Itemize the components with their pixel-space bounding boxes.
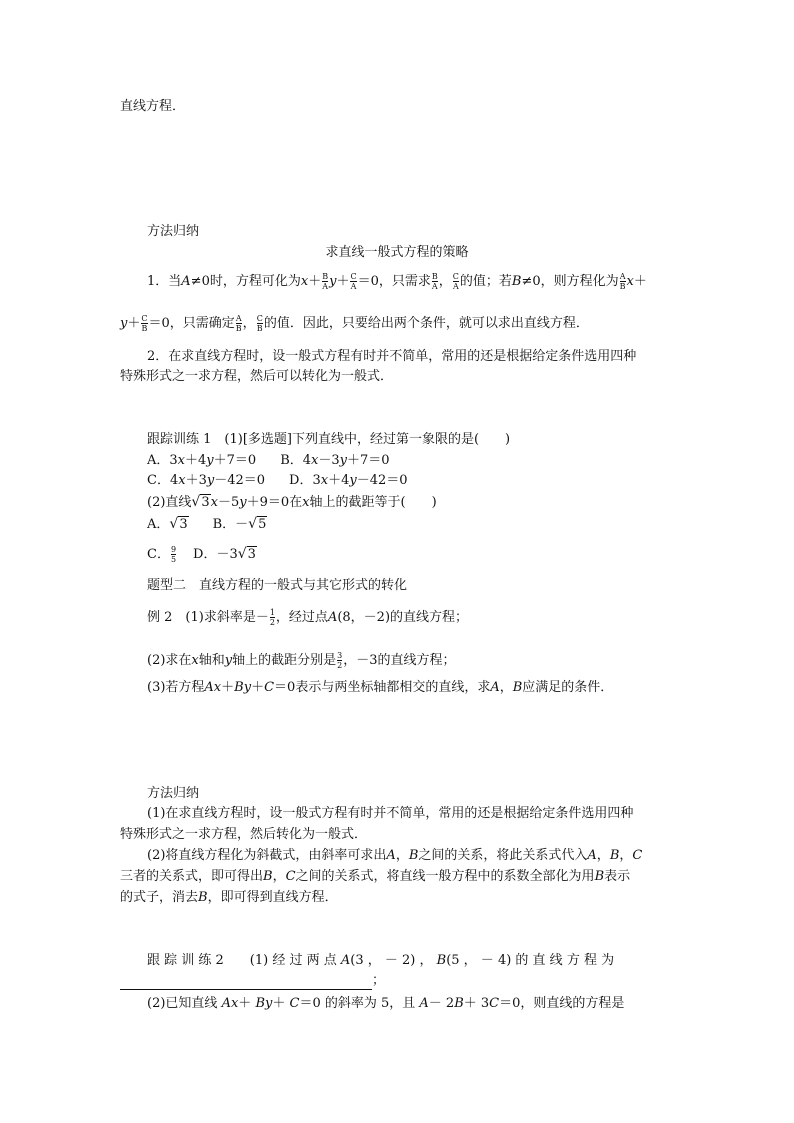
var: y [206, 473, 215, 488]
var: A [587, 848, 597, 863]
text: 轴上的截距分别是 [232, 653, 337, 668]
numerator: B [431, 272, 438, 281]
text: (2)已知直线 [147, 996, 222, 1011]
numerator: A [619, 272, 626, 281]
text: ＋ [221, 680, 235, 695]
var: y [206, 453, 214, 468]
var: y [339, 453, 348, 468]
denominator: B [256, 324, 263, 333]
text: －5 [217, 495, 240, 510]
text: ， [438, 274, 452, 289]
fraction [350, 272, 356, 291]
text: (3)若方程 [147, 680, 205, 695]
var: x [210, 495, 218, 510]
method-paragraph-1-cont [120, 314, 589, 333]
example-2-line-3 [147, 679, 613, 697]
numerator: C [350, 272, 357, 281]
text: ， [499, 680, 513, 695]
sqrt: √5 [248, 516, 267, 532]
var: C [632, 848, 643, 863]
sqrt: √3 [169, 516, 188, 532]
text: 的式子，消去 [120, 890, 199, 905]
text: 之间的关系，将此关系式代入 [418, 848, 588, 863]
var: B [454, 996, 464, 1011]
fraction [171, 545, 176, 564]
method-subheading: 求直线一般式方程的策略 [325, 245, 469, 260]
radicand: 3 [201, 495, 210, 510]
denominator: B [235, 324, 242, 333]
radicand: 3 [179, 517, 188, 532]
text: ＝0 的斜率为 5，且 [299, 996, 420, 1011]
var: C [285, 869, 296, 884]
option-c: C． [147, 547, 170, 562]
fraction [453, 272, 459, 291]
text: －42＝0 [214, 473, 266, 488]
var: y [120, 316, 128, 331]
var: By [255, 996, 273, 1011]
method-heading-2: 方法归纳 [147, 786, 200, 801]
answer-blank[interactable] [120, 975, 372, 990]
method-paragraph-2-cont: 特殊形式之一求方程，然后可以转化为一般式． [120, 369, 394, 384]
option-a: A． [147, 517, 170, 532]
numerator: C [141, 314, 148, 323]
text: ，－3的直线方程； [343, 653, 456, 668]
text: ＋ [251, 680, 265, 695]
method-heading-1: 方法归纳 [147, 224, 200, 239]
text: ， [242, 316, 256, 331]
text: 应满足的条件． [522, 680, 614, 695]
sqrt: √3 [237, 546, 256, 562]
text: ，经过点 [275, 610, 328, 625]
method-paragraph-2: 2．在求直线方程时，设一般式方程有时并不简单，常用的还是根据给定条件选用四种 [147, 349, 637, 364]
training-1-question-1: 跟踪训练 1 (1)[多选题]下列直线中，经过第一象限的是( ) [147, 432, 511, 447]
var: y [239, 495, 247, 510]
text: 轴和 [198, 653, 225, 668]
numerator: A [235, 314, 242, 323]
intro-text: 直线方程． [120, 99, 186, 114]
text: ＋7＝0 [347, 453, 390, 468]
var: B [594, 869, 605, 884]
var: x [302, 495, 310, 510]
denominator: A [431, 282, 438, 291]
option-c: C．4 [147, 473, 179, 488]
text: ， [619, 848, 633, 863]
text: ≠0时，方程可化为 [190, 274, 301, 289]
fraction [432, 272, 438, 291]
text: ＋ [336, 274, 350, 289]
text: ＋ [633, 274, 647, 289]
var: x [191, 653, 199, 668]
text: ＝0，只需确定 [148, 316, 235, 331]
option-b: B．4 [280, 453, 312, 468]
training-1-question-2 [147, 493, 437, 512]
text: (5 ， － 4) 的 直 线 方 程 为 [446, 953, 615, 968]
var: C [264, 680, 275, 695]
text: ≠0，则方程化为 [521, 274, 619, 289]
method-2-paragraph-2-cont [120, 868, 630, 886]
var: A [419, 996, 429, 1011]
var: C [489, 996, 500, 1011]
radicand: 5 [258, 517, 267, 532]
text: 1．当 [147, 274, 182, 289]
radicand: 3 [247, 547, 256, 562]
text: (2)求在 [147, 653, 192, 668]
text: ＋ 3 [463, 996, 490, 1011]
var: By [234, 680, 252, 695]
numerator: B [322, 272, 329, 281]
fraction [141, 314, 147, 333]
text: 表示 [604, 869, 631, 884]
text: ＋4 [185, 453, 207, 468]
var: y [224, 653, 233, 668]
var: B [511, 274, 522, 289]
text: (8，－2)的直线方程； [337, 610, 469, 625]
training-2-answer-blank-line [120, 972, 385, 990]
option-a: A．3 [147, 453, 178, 468]
text: (2)将直线方程化为斜截式，由斜率可求出 [147, 848, 387, 863]
numerator: 9 [170, 545, 177, 554]
text: 例 2 (1)求斜率是－ [147, 610, 269, 625]
text: ＋ [308, 274, 322, 289]
var: A [340, 953, 351, 968]
training-1-options-cd [147, 472, 408, 490]
denominator: B [141, 324, 148, 333]
denominator: A [322, 282, 329, 291]
fraction [236, 314, 242, 333]
denominator: B [619, 282, 626, 291]
text: ＋ [127, 316, 141, 331]
var: B [263, 869, 273, 884]
text: 的值．因此，只要给出两个条件，就可以求出直线方程． [263, 316, 589, 331]
var: x [178, 473, 186, 488]
text: 的值；若 [459, 274, 512, 289]
option-b: B．－ [212, 517, 249, 532]
option-d: D．－3 [193, 547, 238, 562]
denominator: 5 [170, 555, 177, 564]
example-2-line-1 [147, 608, 468, 627]
text: 三者的关系式，即可得出 [120, 869, 264, 884]
var: A [490, 680, 500, 695]
var: C [289, 996, 300, 1011]
text: ， [272, 869, 286, 884]
training-2-question-2 [147, 995, 624, 1013]
text: ＋7＝0 [213, 453, 257, 468]
var: A [181, 274, 191, 289]
var: x [626, 274, 634, 289]
text: ＝0，则直线的方程是 [499, 996, 625, 1011]
var: x [311, 453, 319, 468]
method-2-paragraph-1-cont: 特殊形式之一求方程，然后转化为一般式． [120, 827, 368, 842]
method-2-paragraph-2-end [120, 889, 338, 907]
text: ， [395, 848, 409, 863]
var: B [198, 890, 208, 905]
text: ＝0，只需求 [357, 274, 431, 289]
numerator: 1 [269, 608, 275, 617]
text: － 2 [428, 996, 455, 1011]
var: B [512, 680, 523, 695]
training-2-question-1 [147, 952, 614, 970]
numerator: C [452, 272, 459, 281]
var: A [327, 610, 338, 625]
option-d: D．3 [289, 473, 321, 488]
fraction [620, 272, 626, 291]
method-2-paragraph-1: (1)在求直线方程时，设一般式方程有时并不简单，常用的还是根据给定条件选用四种 [147, 806, 634, 821]
sqrt: √3 [191, 494, 210, 510]
denominator: A [350, 282, 357, 291]
text: ＋4 [328, 473, 350, 488]
text: ， [596, 848, 610, 863]
text: ＋9＝0在 [246, 495, 303, 510]
text: ＋ [272, 996, 290, 1011]
text: －42＝0 [356, 473, 408, 488]
numerator: C [256, 314, 263, 323]
topic-2-title: 题型二 直线方程的一般式与其它形式的转化 [147, 578, 408, 593]
numerator: 3 [337, 651, 343, 660]
text: 轴上的截距等于( ) [309, 495, 437, 510]
text: ＋ [238, 996, 256, 1011]
var: x [177, 453, 186, 468]
var: y [349, 473, 357, 488]
var: y [329, 274, 337, 289]
fraction [270, 608, 275, 627]
example-2-line-2 [147, 651, 456, 670]
var: Ax [221, 996, 239, 1011]
text: (2)直线 [147, 495, 192, 510]
var: A [386, 848, 396, 863]
training-1-options-ab [147, 452, 390, 470]
text: ； [372, 973, 386, 988]
fraction [337, 651, 342, 670]
text: (3 ， － 2) ， [350, 953, 437, 968]
fraction [322, 272, 328, 291]
text: 跟 踪 训 练 2 (1) 经 过 两 点 [147, 953, 341, 968]
var: B [408, 848, 419, 863]
fraction [257, 314, 263, 333]
denominator: 2 [337, 661, 343, 670]
text: －3 [318, 453, 340, 468]
text: ，即可得到直线方程． [207, 890, 338, 905]
var: x [300, 274, 309, 289]
denominator: 2 [269, 618, 275, 627]
training-1-answers-ab [147, 515, 267, 534]
text: ＝0表示与两坐标轴都相交的直线，求 [274, 680, 491, 695]
var: B [436, 953, 447, 968]
var: B [609, 848, 620, 863]
text: ＋3 [185, 473, 207, 488]
method-paragraph-1 [147, 272, 647, 291]
text: 之间的关系式，将直线一般方程中的系数全部化为用 [295, 869, 595, 884]
method-2-paragraph-2 [147, 847, 642, 865]
denominator: A [452, 282, 459, 291]
training-1-answers-cd [147, 545, 257, 564]
var: x [320, 473, 329, 488]
var: Ax [204, 680, 222, 695]
